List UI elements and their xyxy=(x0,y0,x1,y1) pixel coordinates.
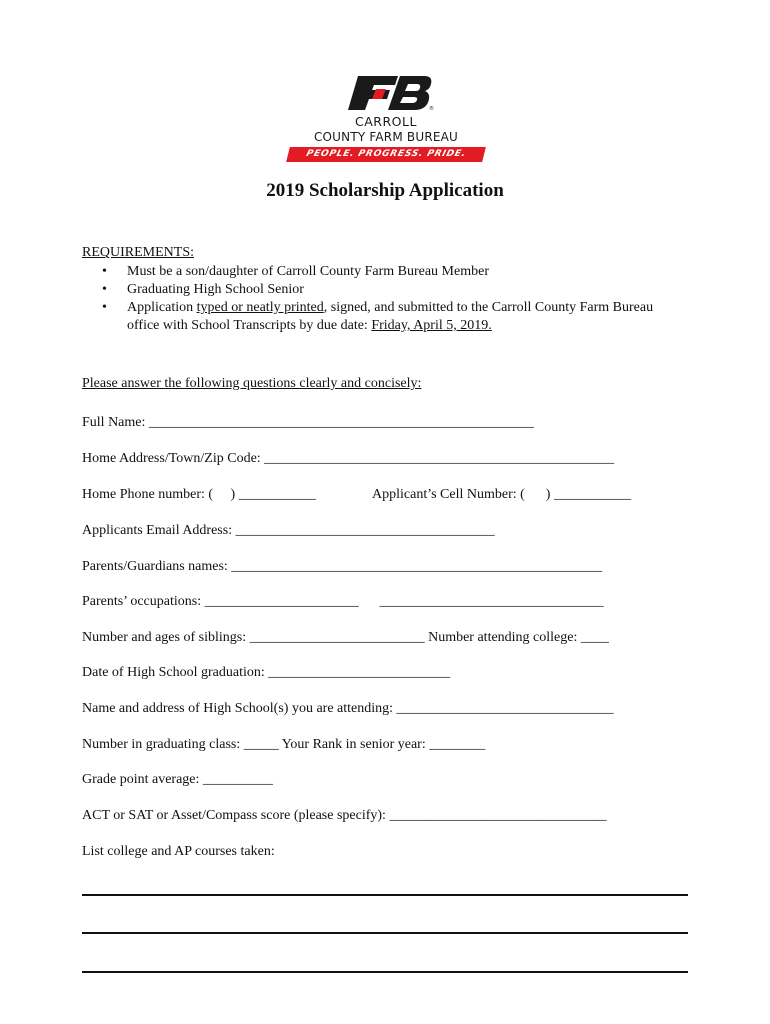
due-date: Friday, April 5, 2019. xyxy=(371,318,492,333)
org-name-line2: COUNTY FARM BUREAU xyxy=(313,130,459,144)
courses-answer-line[interactable] xyxy=(82,932,688,934)
bullet-icon: • xyxy=(102,264,107,279)
graduation-date-field[interactable]: Date of High School graduation: __________________________ xyxy=(82,665,451,680)
instructions: Please answer the following questions clearly and concisely: xyxy=(82,376,422,391)
farm-bureau-logo xyxy=(286,72,486,166)
bullet-icon: • xyxy=(102,300,107,315)
test-score-field[interactable]: ACT or SAT or Asset/Compass score (please specify): _______________________________ xyxy=(82,808,607,823)
cell-phone-field[interactable]: Applicant’s Cell Number: ( ) ___________ xyxy=(372,487,631,502)
courses-label: List college and AP courses taken: xyxy=(82,844,275,859)
requirements-heading: REQUIREMENTS: xyxy=(82,245,194,260)
typed-or-printed-emphasis: typed or neatly printed xyxy=(196,300,324,315)
home-address-field[interactable]: Home Address/Town/Zip Code: __________________________________________________ xyxy=(82,451,615,466)
parents-occupations-field[interactable]: Parents’ occupations: ______________________ ________________________________ xyxy=(82,594,604,609)
courses-answer-line[interactable] xyxy=(82,894,688,896)
email-field[interactable]: Applicants Email Address: _____________________________________ xyxy=(82,523,495,538)
bullet-icon: • xyxy=(102,282,107,297)
list-item: • Graduating High School Senior xyxy=(102,282,304,297)
siblings-field[interactable]: Number and ages of siblings: _________________________ Number attending college: ____ xyxy=(82,630,609,645)
tagline-banner: PEOPLE. PROGRESS. PRIDE. xyxy=(286,147,486,162)
courses-answer-line[interactable] xyxy=(82,971,688,973)
class-rank-field[interactable]: Number in graduating class: _____ Your Rank in senior year: ________ xyxy=(82,737,486,752)
fb-logo-mark-icon xyxy=(286,72,486,114)
high-school-field[interactable]: Name and address of High School(s) you are attending: _______________________________ xyxy=(82,701,614,716)
list-item: • Must be a son/daughter of Carroll County Farm Bureau Member xyxy=(102,264,489,279)
full-name-field[interactable]: Full Name: _______________________________________________________ xyxy=(82,415,534,430)
requirements-list xyxy=(82,263,662,335)
svg-text:®: ® xyxy=(429,106,434,112)
page-title: 2019 Scholarship Application xyxy=(266,180,504,201)
list-item: • Application typed or neatly printed, signed, and submitted to the Carroll County Farm Bureau office with School Transcripts by due date: Friday, April 5, 2019. xyxy=(102,300,654,333)
home-phone-field[interactable]: Home Phone number: ( ) ___________ xyxy=(82,487,316,502)
parents-names-field[interactable]: Parents/Guardians names: _____________________________________________________ xyxy=(82,559,603,574)
gpa-field[interactable]: Grade point average: __________ xyxy=(82,772,273,787)
org-name-line1: CARROLL xyxy=(355,114,417,129)
